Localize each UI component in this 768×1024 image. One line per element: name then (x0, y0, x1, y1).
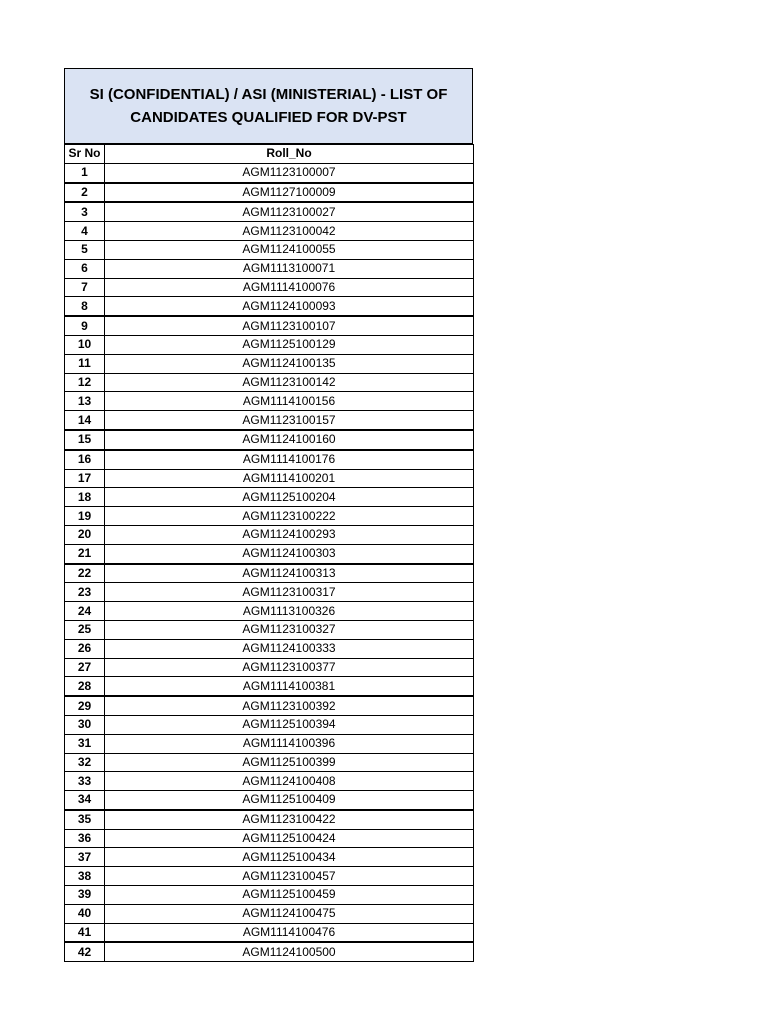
table-row (65, 867, 474, 886)
sr-no-cell: 15 (65, 430, 105, 450)
roll-no-cell: AGM1123100027 (105, 202, 474, 221)
sr-no-cell: 8 (65, 297, 105, 316)
table-row (65, 658, 474, 677)
table-row (65, 734, 474, 753)
sr-no-cell: 2 (65, 183, 105, 203)
table-row (65, 829, 474, 848)
sr-no-cell: 1 (65, 163, 105, 182)
sr-no-cell: 36 (65, 829, 105, 848)
table-row (65, 278, 474, 297)
candidate-table (64, 144, 474, 962)
table-row (65, 583, 474, 602)
sr-no-cell: 19 (65, 507, 105, 526)
roll-no-cell: AGM1114100176 (105, 450, 474, 469)
table-row (65, 886, 474, 905)
roll-no-cell: AGM1125100399 (105, 753, 474, 772)
title-box (64, 68, 473, 144)
roll-no-cell: AGM1114100476 (105, 923, 474, 942)
sr-no-cell: 33 (65, 772, 105, 791)
table-row (65, 564, 474, 583)
sr-no-cell: 12 (65, 373, 105, 392)
roll-no-cell: AGM1124100055 (105, 240, 474, 259)
roll-no-cell: AGM1125100394 (105, 715, 474, 734)
table-row (65, 544, 474, 563)
sr-no-cell: 11 (65, 354, 105, 373)
sr-no-cell: 16 (65, 450, 105, 469)
table-row (65, 620, 474, 639)
table-row (65, 297, 474, 316)
sr-no-cell: 24 (65, 602, 105, 621)
table-row (65, 259, 474, 278)
table-row (65, 222, 474, 241)
roll-no-cell: AGM1123100392 (105, 696, 474, 715)
sr-no-cell: 13 (65, 392, 105, 411)
table-row (65, 450, 474, 469)
sr-no-cell: 34 (65, 791, 105, 810)
roll-no-cell: AGM1123100317 (105, 583, 474, 602)
table-row (65, 240, 474, 259)
table-row (65, 335, 474, 354)
roll-no-cell: AGM1124100303 (105, 544, 474, 563)
roll-no-cell: AGM1124100093 (105, 297, 474, 316)
roll-no-cell: AGM1113100071 (105, 259, 474, 278)
sr-no-cell: 9 (65, 316, 105, 335)
roll-no-cell: AGM1124100475 (105, 904, 474, 923)
table-row (65, 639, 474, 658)
document-title: SI (CONFIDENTIAL) / ASI (MINISTERIAL) - LIST OF CANDIDATES QUALIFIED FOR DV-PST (89, 86, 448, 126)
roll-no-cell: AGM1125100129 (105, 335, 474, 354)
roll-no-cell: AGM1123100377 (105, 658, 474, 677)
table-row (65, 163, 474, 182)
column-header-roll-no: Roll_No (105, 145, 474, 164)
sr-no-cell: 37 (65, 848, 105, 867)
sr-no-cell: 6 (65, 259, 105, 278)
candidate-list-sheet (64, 68, 473, 962)
table-row (65, 411, 474, 430)
sr-no-cell: 23 (65, 583, 105, 602)
sr-no-cell: 32 (65, 753, 105, 772)
table-row (65, 354, 474, 373)
sr-no-cell: 42 (65, 942, 105, 961)
table-row (65, 316, 474, 335)
sr-no-cell: 35 (65, 810, 105, 829)
roll-no-cell: AGM1124100500 (105, 942, 474, 961)
roll-no-cell: AGM1124100313 (105, 564, 474, 583)
table-row (65, 430, 474, 450)
table-row (65, 469, 474, 488)
roll-no-cell: AGM1114100156 (105, 392, 474, 411)
roll-no-cell: AGM1123100457 (105, 867, 474, 886)
roll-no-cell: AGM1125100424 (105, 829, 474, 848)
sr-no-cell: 5 (65, 240, 105, 259)
table-row (65, 791, 474, 810)
sr-no-cell: 28 (65, 677, 105, 696)
roll-no-cell: AGM1114100381 (105, 677, 474, 696)
sr-no-cell: 29 (65, 696, 105, 715)
sr-no-cell: 4 (65, 222, 105, 241)
sr-no-cell: 20 (65, 525, 105, 544)
table-row (65, 602, 474, 621)
sr-no-cell: 26 (65, 639, 105, 658)
roll-no-cell: AGM1125100409 (105, 791, 474, 810)
table-row (65, 392, 474, 411)
roll-no-cell: AGM1123100142 (105, 373, 474, 392)
sr-no-cell: 14 (65, 411, 105, 430)
table-row (65, 677, 474, 696)
sr-no-cell: 25 (65, 620, 105, 639)
table-body (65, 163, 474, 961)
roll-no-cell: AGM1124100135 (105, 354, 474, 373)
sr-no-cell: 18 (65, 488, 105, 507)
table-row (65, 810, 474, 829)
sr-no-cell: 41 (65, 923, 105, 942)
sr-no-cell: 38 (65, 867, 105, 886)
roll-no-cell: AGM1124100160 (105, 430, 474, 450)
sr-no-cell: 7 (65, 278, 105, 297)
roll-no-cell: AGM1125100459 (105, 886, 474, 905)
sr-no-cell: 27 (65, 658, 105, 677)
sr-no-cell: 21 (65, 544, 105, 563)
roll-no-cell: AGM1114100076 (105, 278, 474, 297)
table-row (65, 202, 474, 221)
roll-no-cell: AGM1123100007 (105, 163, 474, 182)
table-row (65, 942, 474, 961)
roll-no-cell: AGM1123100327 (105, 620, 474, 639)
sr-no-cell: 31 (65, 734, 105, 753)
table-row (65, 525, 474, 544)
roll-no-cell: AGM1123100107 (105, 316, 474, 335)
roll-no-cell: AGM1123100222 (105, 507, 474, 526)
sr-no-cell: 40 (65, 904, 105, 923)
table-row (65, 904, 474, 923)
sr-no-cell: 10 (65, 335, 105, 354)
roll-no-cell: AGM1124100333 (105, 639, 474, 658)
table-row (65, 507, 474, 526)
sr-no-cell: 17 (65, 469, 105, 488)
table-row (65, 715, 474, 734)
roll-no-cell: AGM1125100204 (105, 488, 474, 507)
roll-no-cell: AGM1114100201 (105, 469, 474, 488)
table-row (65, 488, 474, 507)
sr-no-cell: 30 (65, 715, 105, 734)
sr-no-cell: 39 (65, 886, 105, 905)
sr-no-cell: 3 (65, 202, 105, 221)
sr-no-cell: 22 (65, 564, 105, 583)
table-row (65, 696, 474, 715)
roll-no-cell: AGM1114100396 (105, 734, 474, 753)
column-header-sr-no: Sr No (65, 145, 105, 164)
roll-no-cell: AGM1127100009 (105, 183, 474, 203)
table-row (65, 753, 474, 772)
table-row (65, 373, 474, 392)
roll-no-cell: AGM1124100408 (105, 772, 474, 791)
table-header-row (65, 145, 474, 164)
roll-no-cell: AGM1113100326 (105, 602, 474, 621)
roll-no-cell: AGM1123100042 (105, 222, 474, 241)
roll-no-cell: AGM1124100293 (105, 525, 474, 544)
table-row (65, 848, 474, 867)
table-row (65, 183, 474, 203)
roll-no-cell: AGM1123100422 (105, 810, 474, 829)
roll-no-cell: AGM1125100434 (105, 848, 474, 867)
table-row (65, 772, 474, 791)
table-row (65, 923, 474, 942)
roll-no-cell: AGM1123100157 (105, 411, 474, 430)
